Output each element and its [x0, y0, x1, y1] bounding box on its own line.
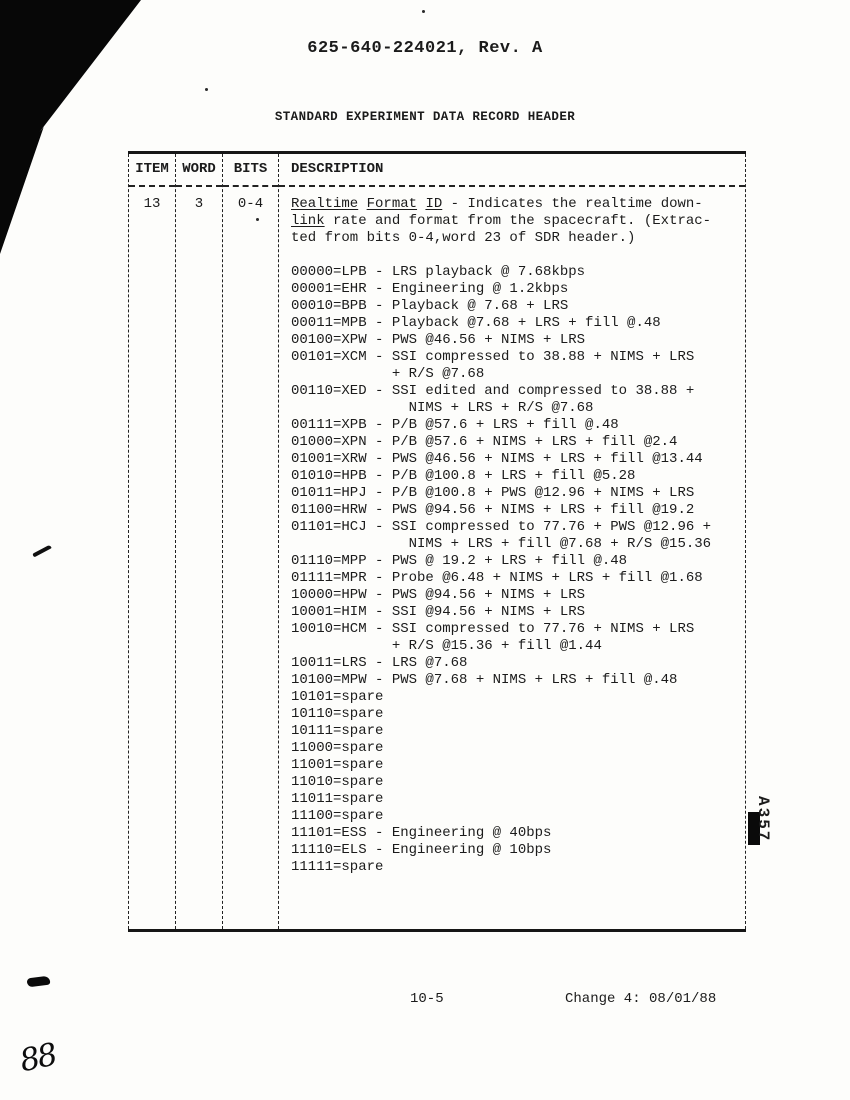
- format-line: 11100=spare: [291, 808, 384, 824]
- document-number: 625-640-224021, Rev. A: [307, 39, 543, 58]
- word-value: 3: [194, 196, 204, 212]
- format-line-continuation: NIMS + LRS + R/S @7.68: [291, 400, 594, 416]
- handwritten-note: 88: [16, 1036, 59, 1080]
- column-header-item: ITEM: [129, 154, 175, 187]
- page-title: STANDARD EXPERIMENT DATA RECORD HEADER: [274, 110, 576, 124]
- format-line-continuation: + R/S @7.68: [291, 366, 485, 382]
- format-line: 01000=XPN - P/B @57.6 + NIMS + LRS + fill @2.4: [291, 434, 678, 450]
- footer-page-number: 10-5: [410, 991, 444, 1007]
- format-line: 01111=MPR - Probe @6.48 + NIMS + LRS + fill @1.68: [291, 570, 703, 586]
- data-table: [128, 151, 746, 932]
- description-intro-line-3: ted from bits 0-4,word 23 of SDR header.): [291, 230, 636, 246]
- format-line: 10101=spare: [291, 689, 384, 705]
- column-header-bits: BITS: [223, 154, 278, 187]
- scan-speck: [205, 88, 208, 91]
- format-line: 10110=spare: [291, 706, 384, 722]
- format-line: 01001=XRW - PWS @46.56 + NIMS + LRS + fill @13.44: [291, 451, 703, 467]
- pen-mark: [32, 545, 52, 558]
- description-intro-line-2: [291, 213, 745, 230]
- bits-value: 0-4: [237, 196, 264, 212]
- format-line: 11110=ELS - Engineering @ 10bps: [291, 842, 552, 858]
- underlined-term: Format: [366, 196, 418, 212]
- format-line: 01011=HPJ - P/B @100.8 + PWS @12.96 + NIMS + LRS: [291, 485, 695, 501]
- intro-text: - Indicates the realtime down-: [442, 196, 703, 212]
- format-line: 00001=EHR - Engineering @ 1.2kbps: [291, 281, 569, 297]
- format-line: 01010=HPB - P/B @100.8 + LRS + fill @5.28: [291, 468, 636, 484]
- format-line: 01101=HCJ - SSI compressed to 77.76 + PWS @12.96 +: [291, 519, 712, 535]
- scan-speck: [422, 10, 425, 13]
- format-line: 11000=spare: [291, 740, 384, 756]
- format-line: 10111=spare: [291, 723, 384, 739]
- column-bits: [222, 154, 278, 929]
- format-line: 00110=XED - SSI edited and compressed to 38.88 +: [291, 383, 695, 399]
- underlined-term: ID: [425, 196, 443, 212]
- column-description: [278, 154, 746, 929]
- format-line: 10100=MPW - PWS @7.68 + NIMS + LRS + fill @.48: [291, 672, 678, 688]
- description-intro-line-1: [291, 196, 745, 213]
- column-item: [128, 154, 175, 929]
- column-header-description: DESCRIPTION: [279, 154, 745, 187]
- format-line: 10001=HIM - SSI @94.56 + NIMS + LRS: [291, 604, 586, 620]
- format-line: 00100=XPW - PWS @46.56 + NIMS + LRS: [291, 332, 586, 348]
- underlined-term: Realtime: [291, 196, 359, 212]
- format-line: 01100=HRW - PWS @94.56 + NIMS + LRS + fill @19.2: [291, 502, 695, 518]
- format-line: 00000=LPB - LRS playback @ 7.68kbps: [291, 264, 586, 280]
- column-word: [175, 154, 222, 929]
- format-line: 11001=spare: [291, 757, 384, 773]
- blank-line: [291, 247, 745, 264]
- format-line: 11111=spare: [291, 859, 384, 875]
- format-line-continuation: + R/S @15.36 + fill @1.44: [291, 638, 602, 654]
- ink-blob: [27, 976, 51, 988]
- item-value: 13: [143, 196, 161, 212]
- column-header-word: WORD: [176, 154, 222, 187]
- underlined-term: link: [291, 213, 325, 229]
- footer-change-note: Change 4: 08/01/88: [565, 991, 717, 1007]
- format-line: 00111=XPB - P/B @57.6 + LRS + fill @.48: [291, 417, 619, 433]
- format-line: 00010=BPB - Playback @ 7.68 + LRS: [291, 298, 569, 314]
- format-line: 11101=ESS - Engineering @ 40bps: [291, 825, 552, 841]
- format-line: 11010=spare: [291, 774, 384, 790]
- format-line: 10011=LRS - LRS @7.68: [291, 655, 468, 671]
- description-cell: [279, 187, 745, 876]
- format-line: 00011=MPB - Playback @7.68 + LRS + fill @.48: [291, 315, 661, 331]
- format-line: 10000=HPW - PWS @94.56 + NIMS + LRS: [291, 587, 586, 603]
- margin-stamp-a357: A357: [754, 796, 772, 843]
- format-line: 10010=HCM - SSI compressed to 77.76 + NIMS + LRS: [291, 621, 695, 637]
- intro-text: [358, 196, 366, 212]
- intro-text: rate and format from the spacecraft. (Extrac-: [324, 213, 712, 229]
- format-line-continuation: NIMS + LRS + fill @7.68 + R/S @15.36: [291, 536, 712, 552]
- format-line: 11011=spare: [291, 791, 384, 807]
- format-line: 00101=XCM - SSI compressed to 38.88 + NIMS + LRS: [291, 349, 695, 365]
- format-line: 01110=MPP - PWS @ 19.2 + LRS + fill @.48: [291, 553, 628, 569]
